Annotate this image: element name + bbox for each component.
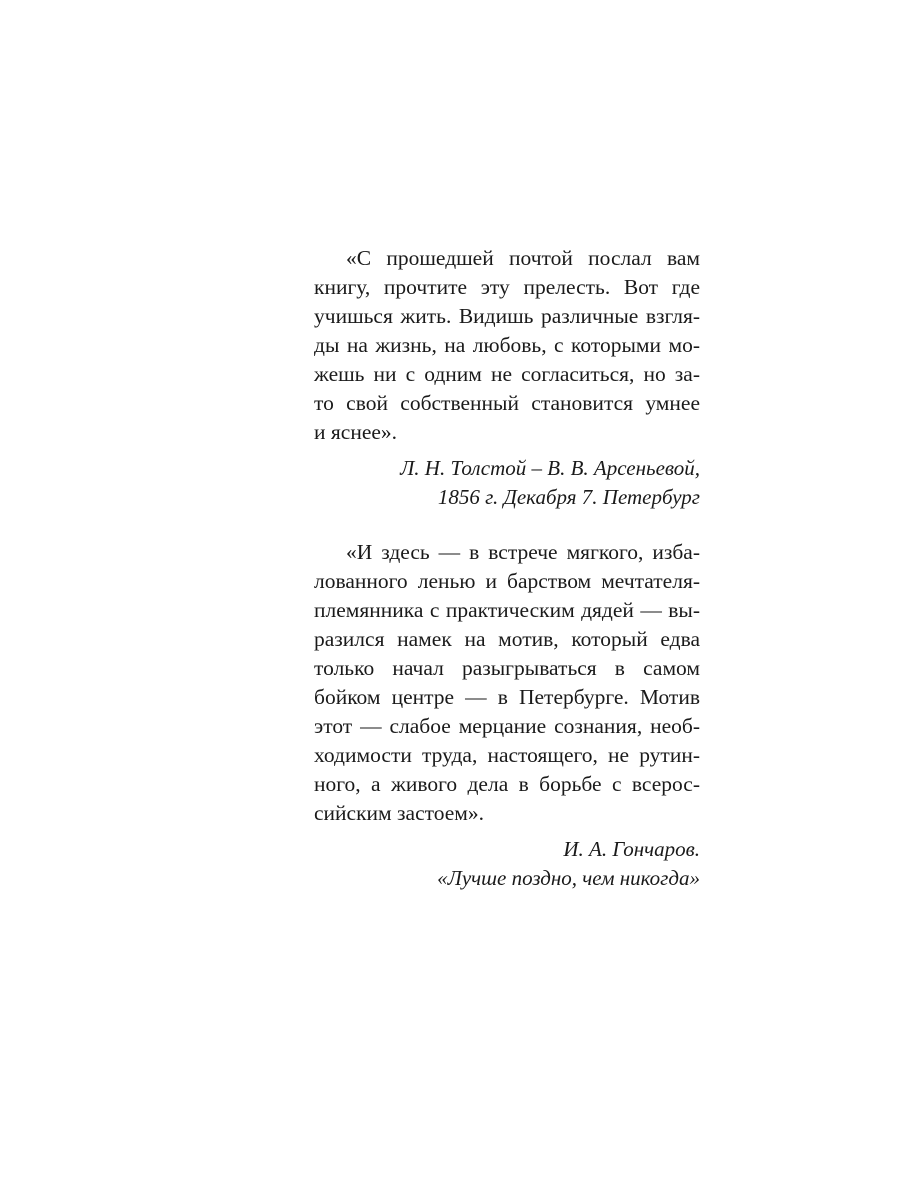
attribution-line: И. А. Гончаров.	[563, 837, 700, 861]
quote-line: ходимости труда, настоящего, не рутин-	[314, 743, 700, 767]
quote-line: и яснее».	[314, 420, 398, 444]
quote-line: то свой собственный становится умнее	[314, 391, 700, 415]
epigraph-attribution	[314, 835, 700, 893]
quote-line: учишься жить. Видишь различные взгля-	[314, 304, 700, 328]
epigraph-goncharov	[314, 538, 700, 893]
quote-line: племянника с практическим дядей — вы-	[314, 598, 700, 622]
quote-line: только начал разыгрываться в самом	[314, 656, 700, 680]
quote-line: «И здесь — в встрече мягкого, изба-	[346, 540, 700, 564]
epigraph-tolstoy	[314, 244, 700, 512]
quote-line: разился намек на мотив, который едва	[314, 627, 700, 651]
epigraph-attribution	[314, 454, 700, 512]
epigraph-quote	[314, 244, 700, 447]
attribution-line: «Лучше поздно, чем никогда»	[437, 866, 700, 890]
quote-line: ного, а живого дела в борьбе с всерос-	[314, 772, 700, 796]
quote-line: книгу, прочтите эту прелесть. Вот где	[314, 275, 700, 299]
attribution-line: 1856 г. Декабря 7. Петербург	[437, 485, 700, 509]
epigraph-quote	[314, 538, 700, 828]
quote-line: лованного ленью и барством мечтателя-	[314, 569, 700, 593]
attribution-line: Л. Н. Толстой – В. В. Арсеньевой,	[400, 456, 700, 480]
quote-line: «С прошедшей почтой послал вам	[346, 246, 700, 270]
quote-line: жешь ни с одним не согласиться, но за-	[314, 362, 700, 386]
quote-line: ды на жизнь, на любовь, с которыми мо-	[314, 333, 700, 357]
quote-line: бойком центре — в Петербурге. Мотив	[314, 685, 700, 709]
quote-line: этот — слабое мерцание сознания, необ-	[314, 714, 700, 738]
quote-line: сийским застоем».	[314, 801, 485, 825]
